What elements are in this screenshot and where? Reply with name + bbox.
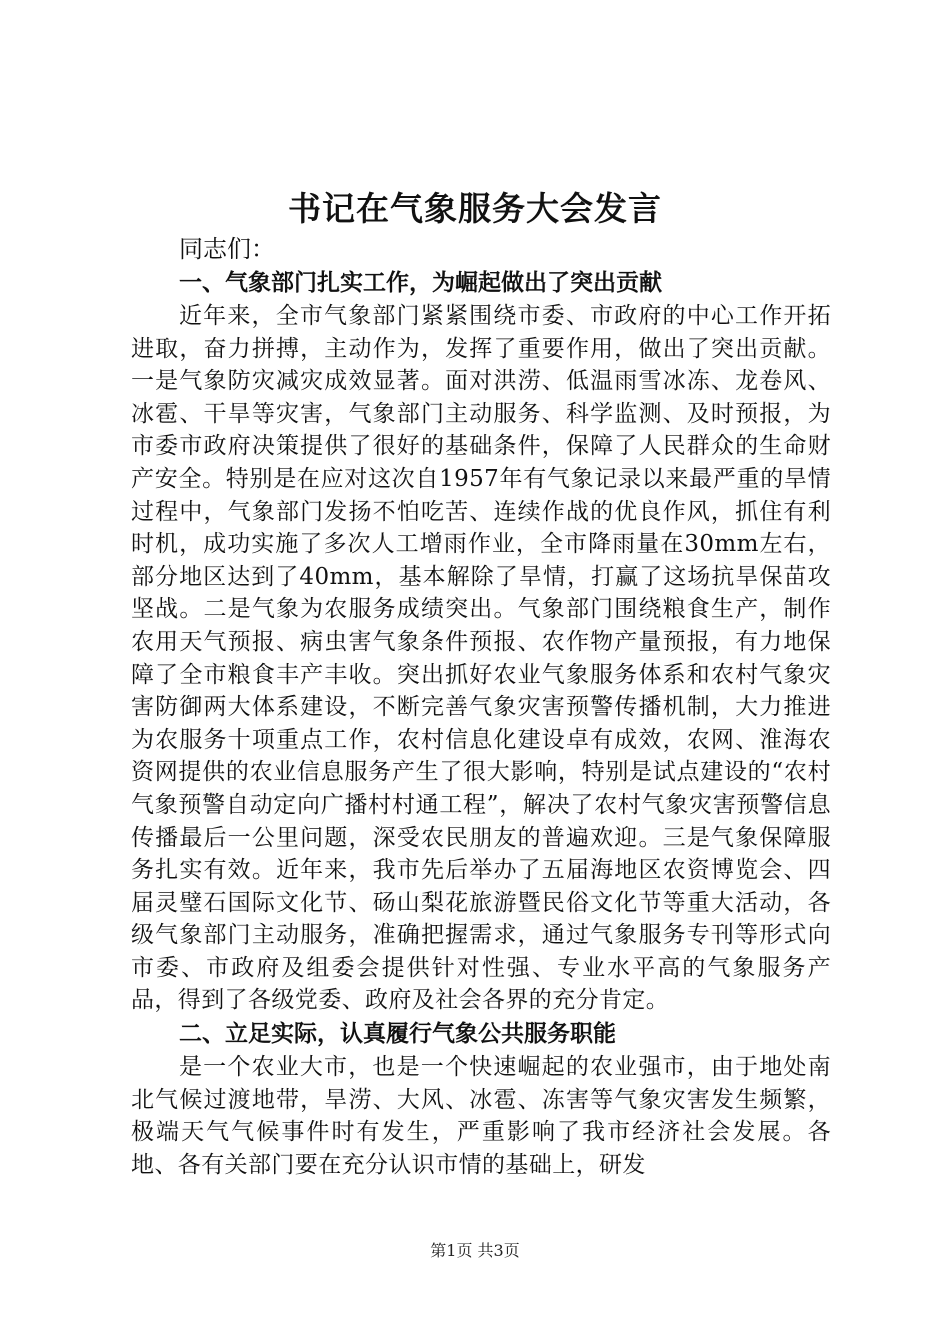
section-paragraph-2: 是一个农业大市，也是一个快速崛起的农业强市，由于地处南北气候过渡地带，旱涝、大风、冰雹、冻害等气象灾害发生频繁，极端天气气候事件时有发生，严重影响了我市经济社会发展。各地、各有关部门要在充分认识市情的基础上，研发 [131, 1054, 831, 1178]
section-heading-1: 一、气象部门扎实工作，为崛起做出了突出贡献 [179, 270, 662, 296]
section-paragraph-1: 近年来，全市气象部门紧紧围绕市委、市政府的中心工作开拓进取，奋力拼搏，主动作为，发挥了重要作用，做出了突出贡献。一是气象防灾减灾成效显著。面对洪涝、低温雨雪冰冻、龙卷风、冰雹、干旱等灾害，气象部门主动服务、科学监测、及时预报，为市委市政府决策提供了很好的基础条件，保障了人民群众的生命财产安全。特别是在应对这次自1957年有气象记录以来最严重的旱情过程中，气象部门发扬不怕吃苦、连续作战的优良作风，抓住有利时机，成功实施了多次人工增雨作业，全市降雨量在30mm左右，部分地区达到了40mm，基本解除了旱情，打赢了这场抗旱保苗攻坚战。二是气象为农服务成绩突出。气象部门围绕粮食生产，制作农用天气预报、病虫害气象条件预报、农作物产量预报，有力地保障了全市粮食丰产丰收。突出抓好农业气象服务体系和农村气象灾害防御两大体系建设，不断完善气象灾害预警传播机制，大力推进为农服务十项重点工作，农村信息化建设卓有成效，农网、淮海农资网提供的农业信息服务产生了很大影响，特别是试点建设的“农村气象预警自动定向广播村村通工程”，解决了农村气象灾害预警信息传播最后一公里问题，深受农民朋友的普遍欢迎。三是气象保障服务扎实有效。近年来，我市先后举办了五届海地区农资博览会、四届灵璧石国际文化节、砀山梨花旅游暨民俗文化节等重大活动，各级气象部门主动服务，准确把握需求，通过气象服务专刊等形式向市委、市政府及组委会提供针对性强、专业水平高的气象服务产品，得到了各级党委、政府及社会各界的充分肯定。 [131, 303, 831, 1014]
section-heading-2: 二、立足实际，认真履行气象公共服务职能 [179, 1021, 616, 1048]
page-footer: 第1页 共3页 [430, 1241, 520, 1260]
document-title: 书记在气象服务大会发言 [288, 189, 662, 228]
document-body [131, 232, 831, 1181]
salutation: 同志们： [179, 235, 275, 263]
